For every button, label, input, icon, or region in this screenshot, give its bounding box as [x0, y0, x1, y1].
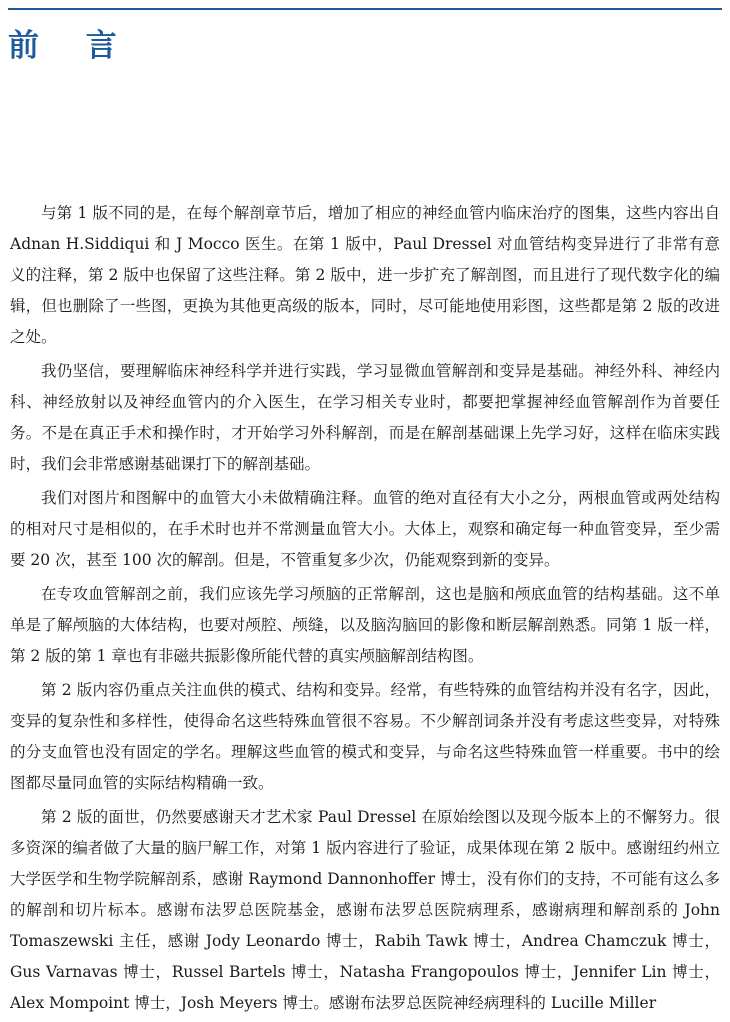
page-title: 前 言	[8, 28, 135, 64]
preface-body	[10, 198, 720, 1022]
paragraph-2: 我仍坚信，要理解临床神经科学并进行实践，学习显微血管解剖和变异是基础。神经外科、神经内科、神经放射以及神经血管内的介入医生，在学习相关专业时，都要把掌握神经血管解剖作为首要任务。不是在真正手术和操作时，才开始学习外科解剖，而是在解剖基础课上先学习好，这样在临床实践时，我们会非常感谢基础课打下的解剖基础。	[10, 362, 720, 473]
paragraph-1: 与第 1 版不同的是，在每个解剖章节后，增加了相应的神经血管内临床治疗的图集，这些内容出自 Adnan H.Siddiqui 和 J Mocco 医生。在第 1 版中，Paul Dressel 对血管结构变异进行了非常有意义的注释，第 2 版中也保留了这些注释。第 2 版中，进一步扩充了解剖图，而且进行了现代数字化的编辑，但也删除了一些图，更换为其他更高级的版本，同时，尽可能地使用彩图，这些都是第 2 版的改进之处。	[10, 204, 720, 346]
paragraph-6: 第 2 版的面世，仍然要感谢天才艺术家 Paul Dressel 在原始绘图以及现今版本上的不懈努力。很多资深的编者做了大量的脑尸解工作，对第 1 版内容进行了验证，成果体现在第 2 版中。感谢纽约州立大学医学和生物学院解剖系，感谢 Raymond Dannonhoffer 博士，没有你们的支持，不可能有这么多的解剖和切片标本。感谢布法罗总医院基金，感谢布法罗总医院病理系，感谢病理和解剖系的 John Tomaszewski 主任，感谢 Jody Leonardo 博士，Rabih Tawk 博士，Andrea Chamczuk 博士，Gus Varnavas 博士，Russel Bartels 博士，Natasha Frangopoulos 博士，Jennifer Lin 博士，Alex Mompoint 博士，Josh Meyers 博士。感谢布法罗总医院神经病理科的 Lucille Miller	[10, 808, 720, 1012]
header-rule	[8, 8, 722, 10]
paragraph-5: 第 2 版内容仍重点关注血供的模式、结构和变异。经常，有些特殊的血管结构并没有名字，因此，变异的复杂性和多样性，使得命名这些特殊血管很不容易。不少解剖词条并没有考虑这些变异，对特殊的分支血管也没有固定的学名。理解这些血管的模式和变异，与命名这些特殊血管一样重要。书中的绘图都尽量同血管的实际结构精确一致。	[10, 681, 721, 792]
paragraph-3: 我们对图片和图解中的血管大小未做精确注释。血管的绝对直径有大小之分，两根血管或两处结构的相对尺寸是相似的，在手术时也并不常测量血管大小。大体上，观察和确定每一种血管变异，至少需要 20 次，甚至 100 次的解剖。但是，不管重复多少次，仍能观察到新的变异。	[10, 489, 720, 569]
paragraph-4: 在专攻血管解剖之前，我们应该先学习颅脑的正常解剖，这也是脑和颅底血管的结构基础。这不单单是了解颅脑的大体结构，也要对颅腔、颅缝，以及脑沟脑回的影像和断层解剖熟悉。同第 1 版一样，第 2 版的第 1 章也有非磁共振影像所能代替的真实颅脑解剖结构图。	[10, 585, 720, 665]
